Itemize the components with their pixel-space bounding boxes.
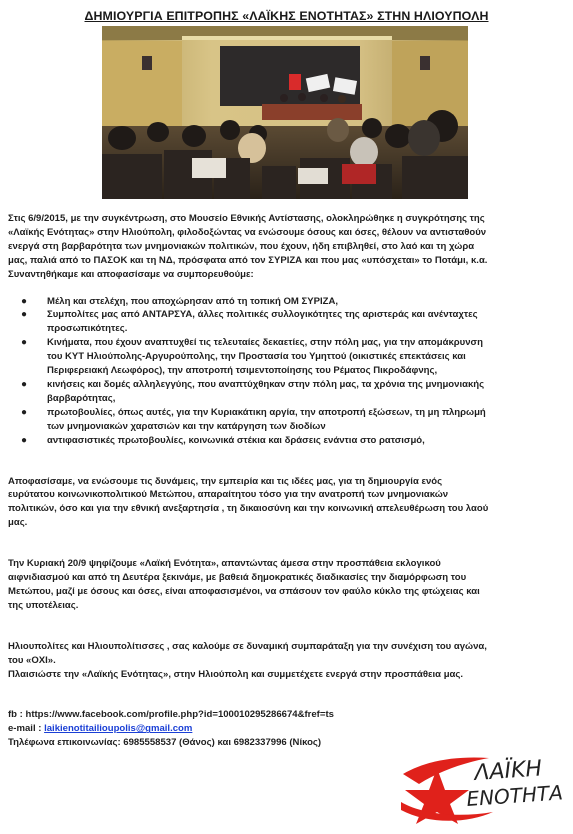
text-line: Στις 6/9/2015, με την συγκέντρωση, στο Μουσείο Εθνικής Αντίστασης, ολοκληρώθηκε η συγκρότησης της [8, 213, 485, 224]
text-line: βαρβαρότητας, [47, 392, 116, 404]
bullet-icon: ● [21, 309, 28, 321]
list-item [8, 308, 565, 336]
text-line: πρωτοβουλίες, όπως αυτές, για την Κυριακάτικη αργία, την αποτροπή εξώσεων, τη μη πληρωμή [47, 406, 486, 418]
text-line: πολιτικών, όσο και για την εθνική ανεξαρτησία , τη δικαιοσύνη και την κοινωνική απελευθέρωση του λαού [8, 503, 489, 515]
facebook-link[interactable]: fb : https://www.facebook.com/profile.php?id=100010295286674&fref=ts [8, 709, 334, 721]
logo-star-icon [397, 744, 565, 826]
email-link[interactable]: laikienotitailioupolis@gmail.com [44, 723, 193, 735]
text-line: Συναντηθήκαμε και αποφασίσαμε να συμπορευθούμε: [8, 268, 254, 280]
bullet-icon: ● [21, 295, 28, 307]
text-line: «Λαϊκής Ενότητας» στην Ηλιούπολη, φιλοδοξώντας να ενώσουμε όσους και όσες, θέλουν να αντισταθούν [8, 226, 487, 238]
text-line: ενεργά στη βαρβαρότητα των μνημονιακών πολιτικών, που έχουν, ήδη επιβληθεί, στο λαό και τη χώρα [8, 240, 475, 252]
text-line: Συμπολίτες μας από ΑΝΤΑΡΣΥΑ, άλλες πολιτικές συλλογικότητες της αριστεράς και ανένταχτες [47, 309, 478, 321]
bullet-icon: ● [21, 378, 28, 390]
text-line: αιφνιδιασμού και από τη Δευτέρα ξεκινάμε, με βαθειά δημοκρατικές διαδικασίες την διαμόρφωση του [8, 572, 467, 584]
email-label: e-mail : [8, 723, 45, 735]
bullet-icon: ● [21, 434, 28, 446]
text-line: προσωπικότητες. [47, 323, 128, 335]
list-item [8, 406, 565, 434]
call-paragraph [8, 640, 565, 682]
text-line: του ΚΥΤ Ηλιούπολης-Αργυρούπολης, την Προστασία του Υμηττού (οικιστικές επεκτάσεις και [47, 351, 466, 363]
list-item [8, 336, 565, 378]
text-line: του «ΟΧΙ». [8, 654, 56, 666]
list-item [8, 378, 565, 406]
text-line: αντιφασιστικές πρωτοβουλίες, κοινωνικά στέκια και δράσεις ενάντια στο ρατσισμό, [47, 434, 425, 446]
meeting-photo-illustration [102, 26, 468, 199]
meeting-photo [102, 26, 468, 199]
text-line: Την Κυριακή 20/9 ψηφίζουμε «Λαϊκή Ενότητα», απαντώντας άμεσα στην προσπάθεια εκλογικού [8, 558, 441, 570]
text-line: της υποτέλειας. [8, 599, 79, 611]
bullet-icon: ● [21, 406, 28, 418]
intro-paragraph [8, 212, 565, 282]
vote-paragraph [8, 557, 565, 613]
text-line: Μετώπου, μαζί με όσους και όσες, είναι αποφασισμένοι, να σπάσουν τον φαύλο κύκλο της φτώχειας και [8, 585, 480, 597]
list-item [8, 434, 565, 448]
logo-line2: ΕΝΟΤΗΤΑ [465, 780, 564, 811]
document-body [8, 212, 565, 750]
text-line: κινήσεις και δομές αλληλεγγύης, που αναπτύχθηκαν στην πόλη μας, τα χρόνια της μνημονιακής [47, 378, 485, 390]
text-line: Ηλιουπολίτες και Ηλιουπολίτισσες , σας καλούμε σε δυναμική συμπαράταξη για την συνέχιση του αγώνα, [8, 640, 487, 652]
laiki-enotita-logo [397, 744, 565, 826]
participants-list [8, 295, 565, 448]
text-line: Αποφασίσαμε, να ενώσουμε τις δυνάμεις, την εμπειρία και τις ιδέες μας, για τη δημιουργία ενός [8, 475, 443, 487]
text-line: Πλαισιώστε την «Λαϊκής Ενότητας», στην Ηλιούπολη και συμμετέχετε ενεργά στην προσπάθεια μας. [8, 668, 464, 680]
text-line: Κινήματα, που έχουν αναπτυχθεί τις τελευταίες δεκαετίες, στην πόλη μας, για την απομάκρυνση [47, 337, 483, 349]
text-line: μας. [8, 517, 28, 529]
decision-paragraph [8, 475, 565, 531]
phone-numbers: Τηλέφωνα επικοινωνίας: 6985558537 (Θάνος) και 6982337996 (Νίκος) [8, 737, 322, 749]
logo-line1: ΛΑΪΚΗ [473, 756, 543, 786]
text-line: μας, παλιά από το ΠΑΣΟΚ και τη ΝΔ, πρόσφατα από τον ΣΥΡΙΖΑ και που μας «υπόσχεται» το Ποτάμι, κ.α. [8, 254, 488, 266]
text-line: Περιφερειακή Λεωφόρος), την αποτροπή τσιμεντοποίησης του Ρέματος Πικροδάφνης, [47, 365, 438, 377]
text-line: Μέλη και στελέχη, που αποχώρησαν από τη τοπική ΟΜ ΣΥΡΙΖΑ, [47, 295, 339, 307]
text-line: των μνημονιακών χαρατσιών και την κατάργηση των διοδίων [47, 420, 326, 432]
list-item [8, 295, 565, 309]
bullet-icon: ● [21, 337, 28, 349]
text-line: ευρύτατου κοινωνικοπολιτικού Μετώπου, απαραίτητου τόσο για την ανατροπή των μνημονιακών [8, 489, 449, 501]
document-title: ΔΗΜΙΟΥΡΓΙΑ ΕΠΙΤΡΟΠΗΣ «ΛΑΪΚΗΣ ΕΝΟΤΗΤΑΣ» ΣΤΗΝ ΗΛΙΟΥΠΟΛΗ [84, 9, 489, 23]
